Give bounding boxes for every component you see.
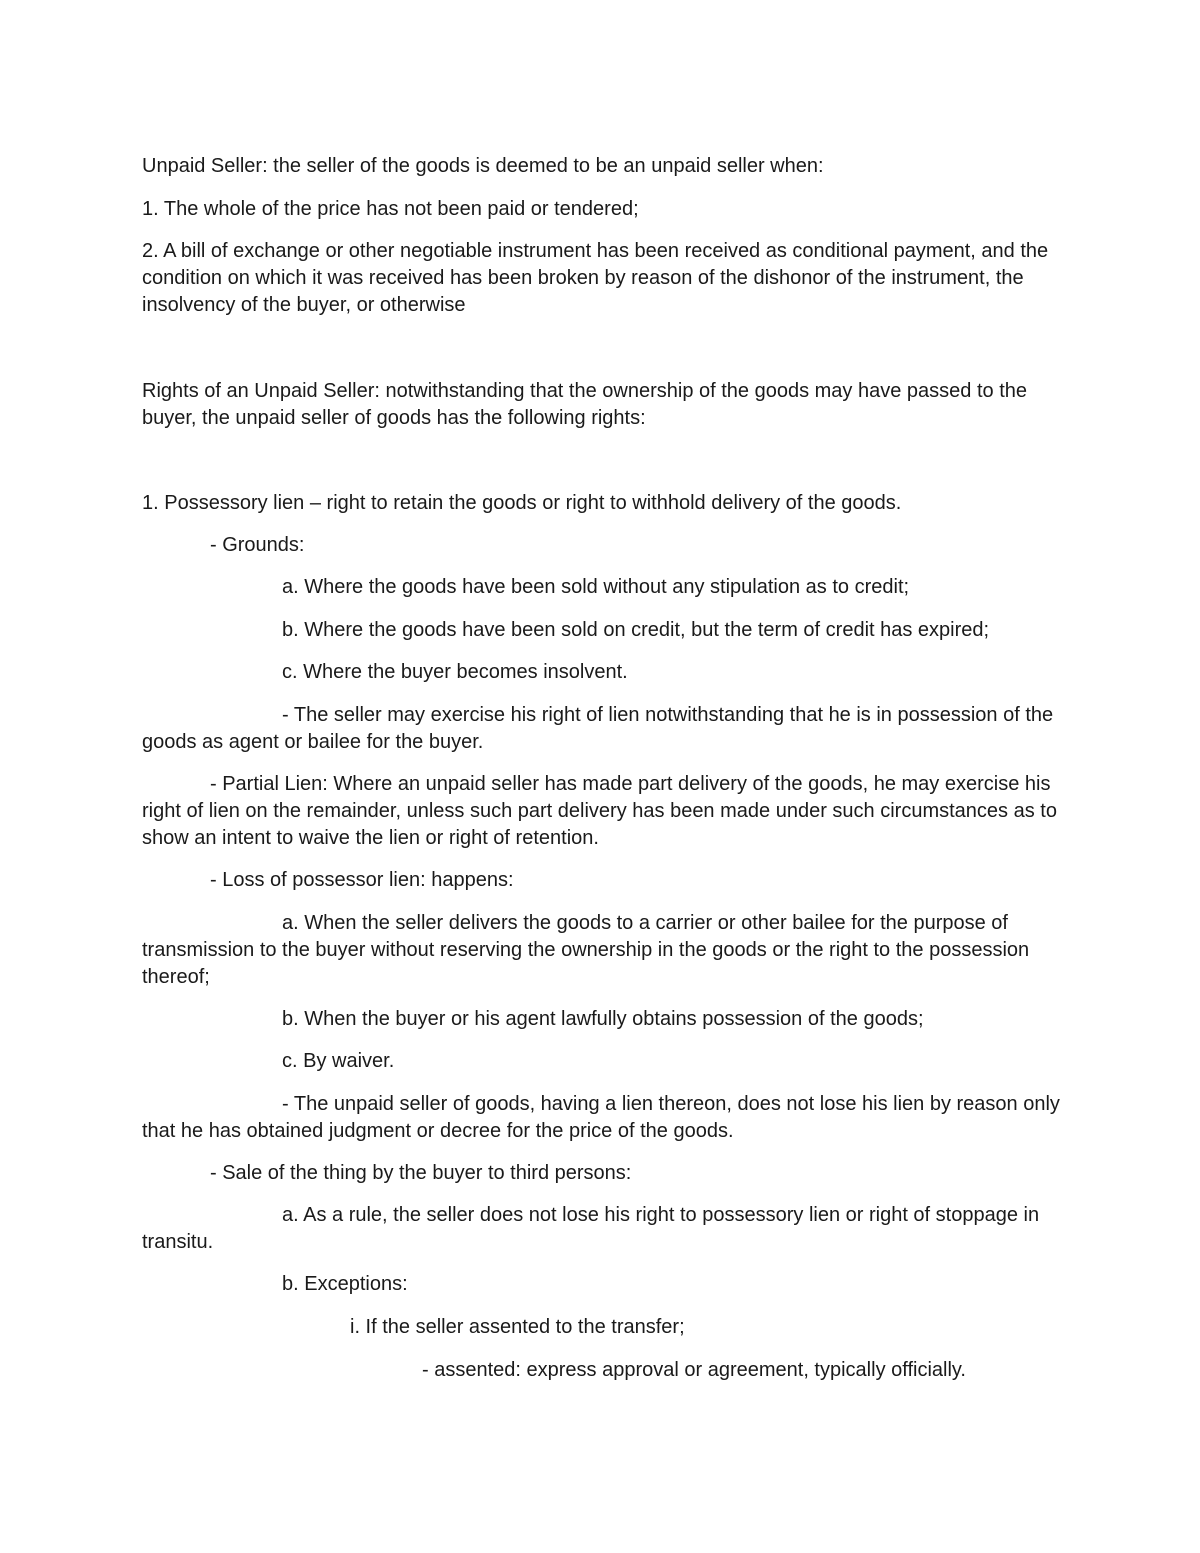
list-item: b. When the buyer or his agent lawfully obtains possession of the goods; (282, 1008, 924, 1030)
list-item: a. When the seller delivers the goods to a carrier or other bailee for the purpose of transmission to the buyer without reserving the ownership in the goods or the right to the possession thereof; (142, 912, 1030, 988)
list-item: - Loss of possessor lien: happens: (210, 869, 514, 891)
list-item: b. Where the goods have been sold on credit, but the term of credit has expired; (282, 619, 990, 641)
list-item: c. By waiver. (282, 1050, 395, 1072)
definition-unpaid-seller: Unpaid Seller: the seller of the goods is deemed to be an unpaid seller when: (142, 155, 824, 177)
list-item: - The seller may exercise his right of lien notwithstanding that he is in possession of the goods as agent or bailee for the buyer. (142, 704, 1054, 753)
list-item: a. As a rule, the seller does not lose his right to possessory lien or right of stoppage in transitu. (142, 1204, 1040, 1253)
list-item: - Grounds: (210, 534, 305, 556)
list-item: - Partial Lien: Where an unpaid seller has made part delivery of the goods, he may exercise his right of lien on the remainder, unless such part delivery has been made under such circumstances as to show an intent to waive the lien or right of retention. (142, 773, 1057, 849)
rights-heading: Rights of an Unpaid Seller: notwithstanding that the ownership of the goods may have passed to the buyer, the unpaid seller of goods has the following rights: (142, 380, 1027, 429)
list-item: a. Where the goods have been sold without any stipulation as to credit; (282, 576, 910, 598)
list-item: - assented: express approval or agreement, typically officially. (422, 1359, 966, 1381)
list-item: 1. Possessory lien – right to retain the goods or right to withhold delivery of the goods. (142, 492, 902, 514)
list-item: i. If the seller assented to the transfer; (350, 1316, 685, 1338)
list-item: 1. The whole of the price has not been paid or tendered; (142, 198, 639, 220)
list-item: - Sale of the thing by the buyer to third persons: (210, 1162, 632, 1184)
list-item: 2. A bill of exchange or other negotiable instrument has been received as conditional payment, and the condition on which it was received has been broken by reason of the dishonor of the instrument, the insolvency of the buyer, or otherwise (142, 240, 1049, 316)
list-item: c. Where the buyer becomes insolvent. (282, 661, 628, 683)
list-item: - The unpaid seller of goods, having a lien thereon, does not lose his lien by reason only that he has obtained judgment or decree for the price of the goods. (142, 1093, 1060, 1142)
list-item: b. Exceptions: (282, 1273, 408, 1295)
